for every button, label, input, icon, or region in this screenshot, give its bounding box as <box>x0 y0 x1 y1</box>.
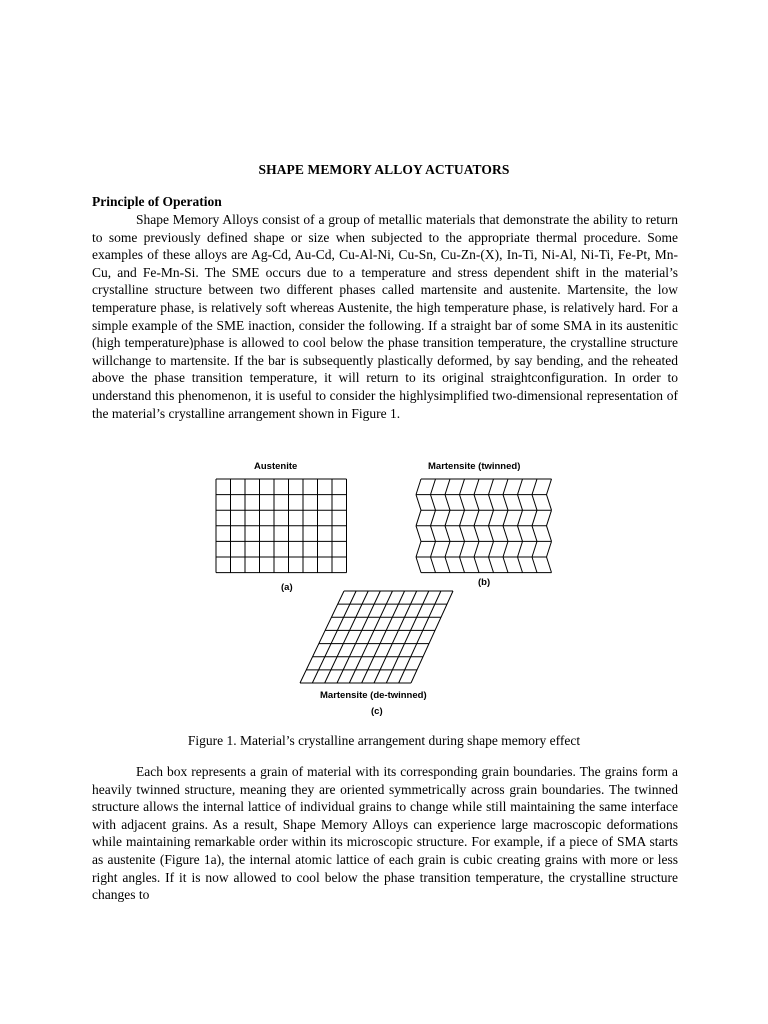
austenite-label: Austenite <box>254 461 298 472</box>
twinned-label: Martensite (twinned) <box>428 461 521 472</box>
figure-caption: Figure 1. Material’s crystalline arrangement during shape memory effect <box>187 733 581 748</box>
paragraph-1: Shape Memory Alloys consist of a group of metallic materials that demonstrate the ability to return to some previously defined shape or size when subjected to the appropriate thermal procedure. Some examples of these alloys are Ag-Cd, Au-Cd, Cu-Al-Ni, Cu-Sn, Cu-Zn-(X), In-Ti, Ni-Al, Ni-Ti, Fe-Pt, Mn-Cu, and Fe-Mn-Si. The SME occurs due to a temperature and stress dependent shift in the material’s crystalline structure between two different phases called martensite and austenite. Martensite, the low temperature phase, is relatively soft whereas Austenite, the high temperature phase, is relatively hard. For a simple example of the SME inaction, consider the following. If a straight bar of some SMA in its austenitic (high temperature)phase is allowed to cool below the phase transition temperature, the crystalline structure willchange to martensite. If the bar is subsequently plastically deformed, by say bending, and the reheated above the phase transition temperature, it will return to its original straightconfiguration. In order to understand this phenomenon, it is useful to consider the highlysimplified two-dimensional representation of the material’s crystalline arrangement shown in Figure 1. <box>92 212 678 421</box>
paragraph-2: Each box represents a grain of material with its corresponding grain boundaries. The grains form a heavily twinned structure, meaning they are oriented symmetrically across grain boundaries. The twinned structure allows the internal lattice of individual grains to change while still maintaining the same interface with adjacent grains. As a result, Shape Memory Alloys can experience large macroscopic deformations while maintaining remarkable order within its microscopic structure. For example, if a piece of SMA starts as austenite (Figure 1a), the internal atomic lattice of each grain is cubic creating grains with more or less right angles. If it is now allowed to cool below the phase transition temperature, the crystalline structure changes to <box>92 764 678 903</box>
label-a: (a) <box>281 582 293 593</box>
document-title: SHAPE MEMORY ALLOY ACTUATORS <box>258 162 510 177</box>
section-heading: Principle of Operation <box>92 194 222 209</box>
label-b: (b) <box>478 577 491 588</box>
detwinned-label: Martensite (de-twinned) <box>320 690 427 701</box>
label-c: (c) <box>371 706 383 717</box>
